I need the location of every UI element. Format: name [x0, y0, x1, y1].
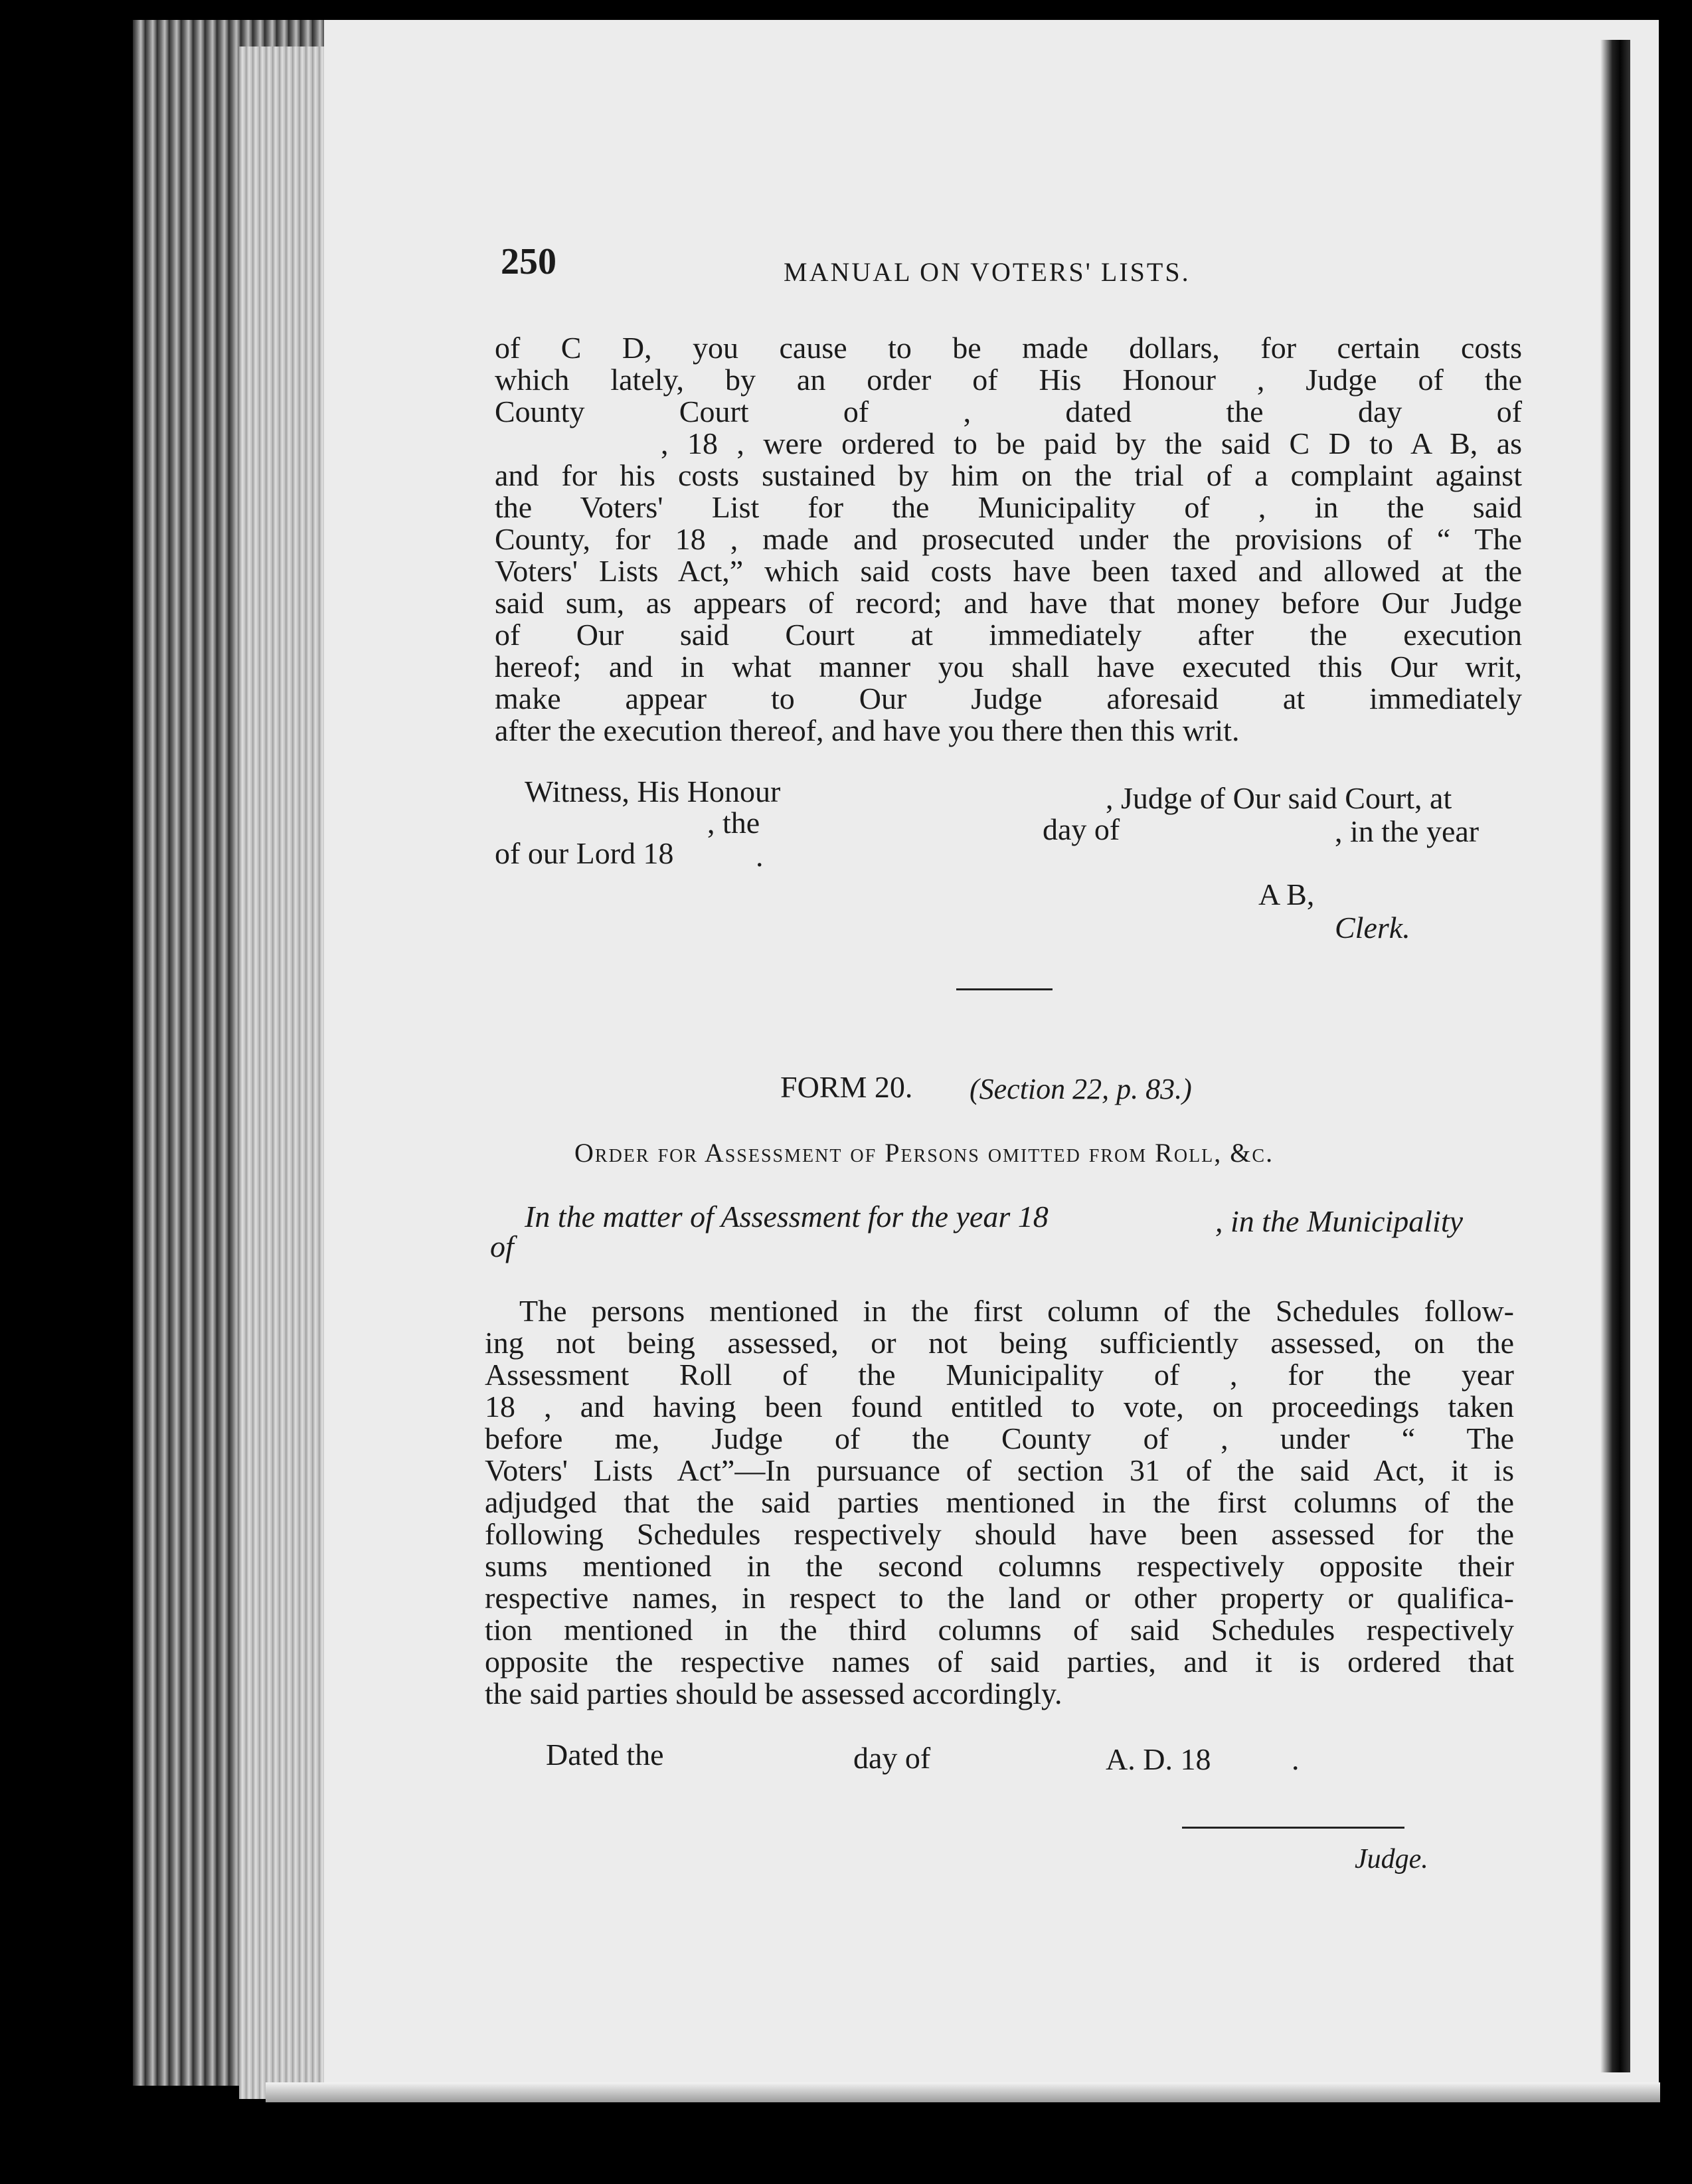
judge-label: Judge.	[1355, 1844, 1428, 1874]
dated-dot: .	[1292, 1742, 1300, 1776]
writ-line: and for his costs sustained by him on the trial of a complaint against	[495, 458, 1522, 492]
form-body-line: Voters' Lists Act”—In pursuance of section 31 of the said Act, it is	[485, 1453, 1514, 1487]
form-body-line: adjudged that the said parties mentioned in the first columns of the	[485, 1485, 1514, 1519]
form-reference: (Section 22, p. 83.)	[970, 1073, 1192, 1105]
writ-line: of C D, you cause to be made dollars, for certain costs	[495, 331, 1523, 365]
page-number: 250	[501, 241, 556, 282]
writ-line: after the execution thereof, and have you there then this writ.	[495, 713, 1240, 747]
form-body-line: ing not being assessed, or not being sufficiently assessed, on the	[485, 1326, 1514, 1360]
signature-rule	[1182, 1827, 1404, 1829]
signatory-title: Clerk.	[1335, 911, 1410, 945]
writ-line: County, for 18 , made and prosecuted under the provisions of “ The	[495, 522, 1522, 556]
form-body-line: 18 , and having been found entitled to vote, on proceedings taken	[485, 1390, 1514, 1423]
writ-line: , 18 , were ordered to be paid by the said C D to A B, as	[661, 426, 1523, 460]
form-body-line: before me, Judge of the County of , under “ The	[485, 1421, 1514, 1455]
writ-text	[495, 332, 1522, 747]
form-body-line: following Schedules respectively should have been assessed for the	[485, 1517, 1514, 1551]
witness-line-2a: , the	[707, 806, 760, 840]
dated-label: Dated the	[546, 1738, 664, 1772]
form-body-line: The persons mentioned in the first column of the Schedules follow-	[519, 1294, 1514, 1328]
form-body-line: respective names, in respect to the land or other property or qualifica-	[485, 1581, 1514, 1615]
matter-line-2: of	[490, 1229, 514, 1263]
witness-line-2c: , in the year	[1335, 814, 1480, 848]
witness-line-1b: , Judge of Our said Court, at	[1106, 781, 1452, 815]
witness-line-1a: Witness, His Honour	[525, 774, 781, 808]
writ-line: which lately, by an order of His Honour , Judge of the	[495, 363, 1522, 397]
form-body-line: the said parties should be assessed accordingly.	[485, 1677, 1062, 1710]
form-body-line: sums mentioned in the second columns respectively opposite their	[485, 1549, 1514, 1583]
writ-line: hereof; and in what manner you shall have executed this Our writ,	[495, 650, 1522, 683]
writ-line: said sum, as appears of record; and have that money before Our Judge	[495, 586, 1522, 620]
form-body-line: tion mentioned in the third columns of said Schedules respectively	[485, 1613, 1514, 1647]
section-divider	[956, 988, 1053, 990]
book-gutter	[1600, 40, 1630, 2072]
dated-year: A. D. 18	[1106, 1742, 1211, 1776]
form-body-line: opposite the respective names of said parties, and it is ordered that	[485, 1645, 1514, 1679]
witness-line-3-dot: .	[756, 839, 764, 873]
form-body-line: Assessment Roll of the Municipality of , for the year	[485, 1358, 1514, 1392]
writ-line: the Voters' List for the Municipality of , in the said	[495, 490, 1522, 524]
signatory-name: A B,	[1258, 877, 1315, 911]
writ-line: County Court of , dated the day of	[495, 395, 1523, 428]
matter-line-1b: , in the Municipality	[1215, 1204, 1464, 1238]
page-bottom-edge	[266, 2082, 1660, 2102]
writ-line: Voters' Lists Act,” which said costs have been taxed and allowed at the	[495, 554, 1522, 588]
dated-day-of: day of	[853, 1741, 931, 1775]
writ-line: make appear to Our Judge aforesaid at immediately	[495, 682, 1523, 715]
page-stack-edge	[239, 46, 332, 2099]
writ-line: of Our said Court at immediately after the execution	[495, 618, 1522, 652]
form-body	[485, 1295, 1514, 1710]
witness-line-2b: day of	[1043, 812, 1120, 846]
form-subtitle: Order for Assessment of Persons omitted from Roll, &c.	[574, 1138, 1274, 1168]
running-title: MANUAL ON VOTERS' LISTS.	[784, 257, 1191, 287]
form-title: FORM 20.	[780, 1070, 913, 1104]
witness-line-3: of our Lord 18	[495, 836, 674, 870]
matter-line-1a: In the matter of Assessment for the year 18	[525, 1200, 1049, 1233]
